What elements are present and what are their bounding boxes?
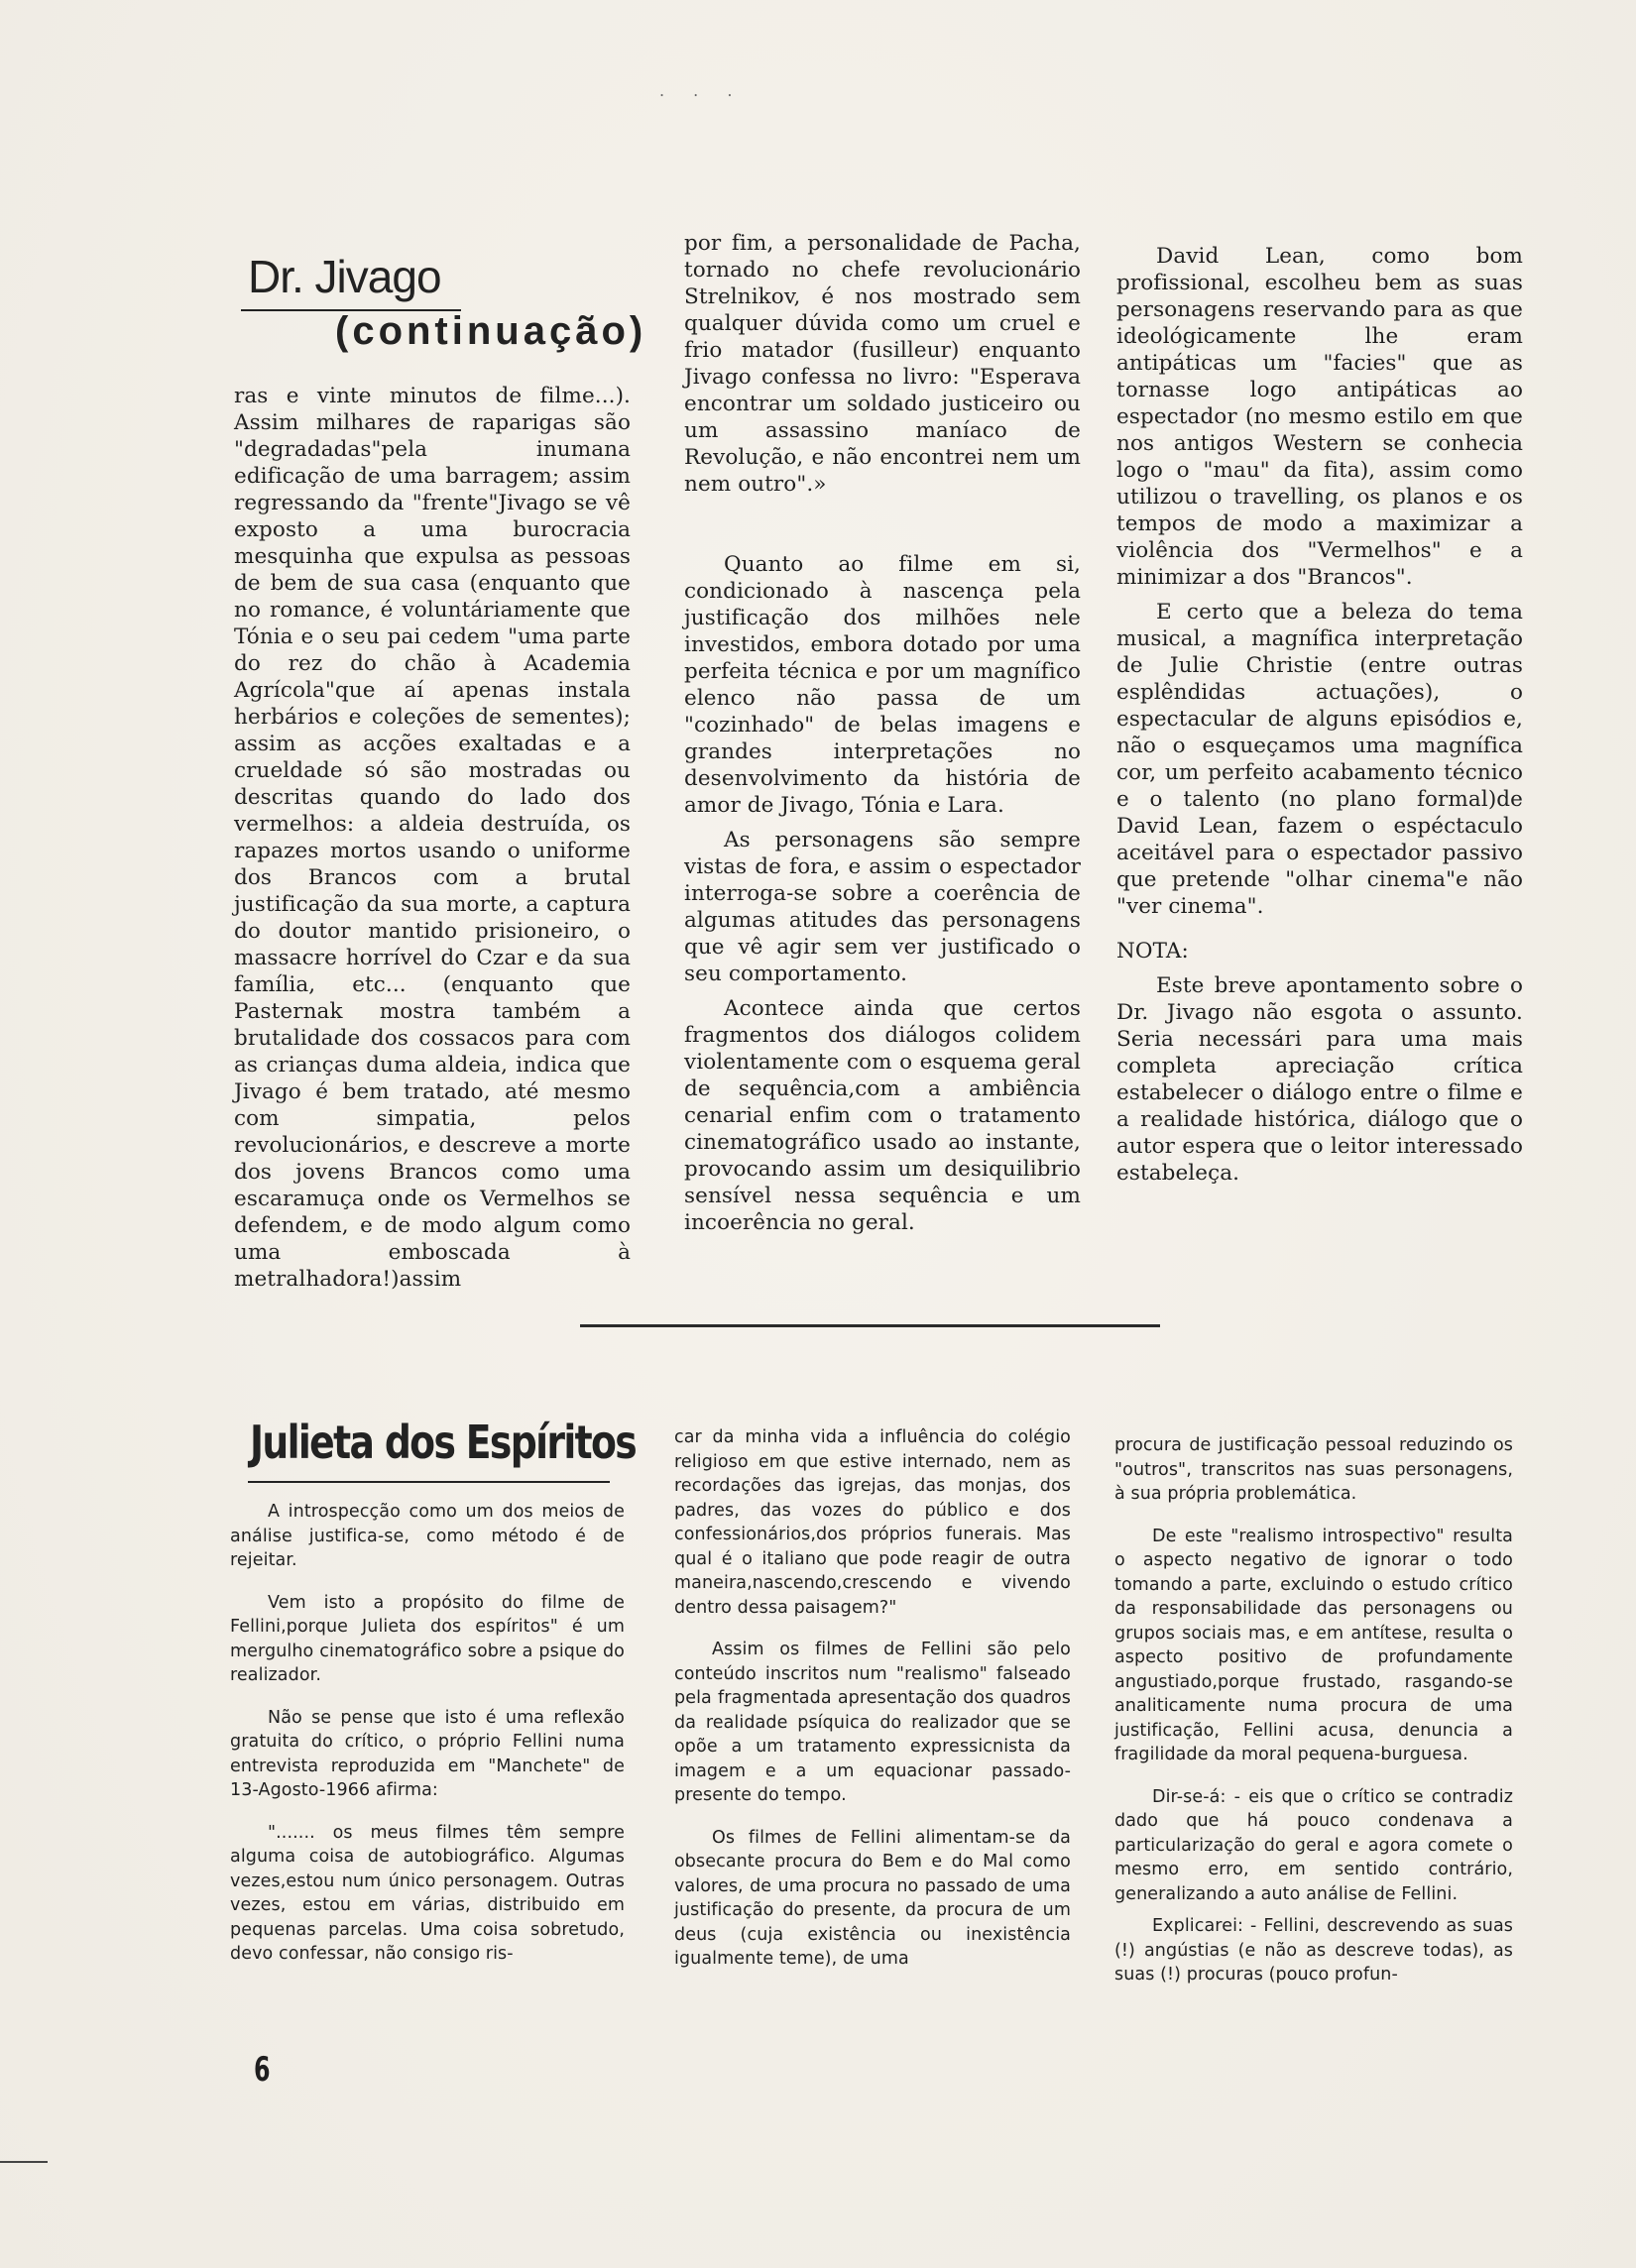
title-underline — [248, 1481, 610, 1483]
paragraph: Quanto ao filme em si, condicionado à nascença pela justificação dos milhões nele investidos, embora dotado por uma perfeita técnica e por um magnífico elenco não passa de um "cozinhado" de belas imagens e grandes interpretações no desenvolvimento da história de amor de Jivago, Tónia e Lara. — [684, 552, 1081, 818]
paragraph: ras e vinte minutos de filme...). Assim milhares de raparigas são "degradadas"pela inumana edificação de uma barragem; assim regressando da "frente"Jivago se vê exposto a uma burocracia mesquinha que expulsa as pessoas de bem de sua casa (enquanto que no romance, é voluntáriamente que Tónia e o seu pai cedem "uma parte do rez do chão à Academia Agrícola"que aí apenas instala herbários e coleções de sementes); assim as acções exaltadas e a crueldade só são mostradas ou descritas quando do lado dos vermelhos: a aldeia destruída, os rapazes mortos usando o uniforme dos Brancos com a brutal justificação da sua morte, a captura do doutor mantido prisioneiro, o massacre horrível do Czar e da sua família, etc... (enquanto que Pasternak mostra também a brutalidade dos cossacos para com as crianças duma aldeia, indica que Jivago é bem tratado, até mesmo com simpatia, pelos revolucionários, e descreve a morte dos jovens Brancos como uma escaramuça onde os Vermelhos se defendem, e de modo algum como uma emboscada à metralhadora!)assim — [234, 384, 631, 1292]
article1-column-2 — [684, 230, 1081, 1236]
paragraph: Assim os filmes de Fellini são pelo conteúdo inscritos num "realismo" falseado pela fragmentada apresentação dos quadros da realidade psíquica do realizador que se opõe a um tratamento expressicnista da imagem e a um equacionar passado-presente do tempo. — [674, 1640, 1071, 1805]
article2-column-2 — [674, 1425, 1071, 1972]
section-divider — [580, 1324, 1160, 1327]
article-title-julieta: Julieta dos Espíritos — [250, 1416, 637, 1469]
page-number: 6 — [254, 2050, 271, 2090]
paragraph: "....... os meus filmes têm sempre alguma coisa de autobiográfico. Algumas vezes,estou num único personagem. Outras vezes, estou em várias, distribuido em pequenas parcelas. Uma coisa sobretudo, devo confessar, não consigo ris- — [230, 1822, 625, 1964]
paragraph: A introspecção como um dos meios de análise justifica-se, como método é de rejeitar. — [230, 1502, 625, 1570]
paragraph: De este "realismo introspectivo" resulta o aspecto negativo de ignorar o todo tomando a parte, excluindo o estudo crítico da responsabilidade das personagens ou grupos sociais mas, e em antítese, resulta o aspecto positivo de profundamente angustiado,porque frustado, rasgando-se analiticamente numa procura de uma justificação, Fellini acusa, denuncia a fragilidade da moral pequena-burguesa. — [1114, 1526, 1513, 1764]
article1-column-1 — [234, 383, 631, 1293]
paragraph: por fim, a personalidade de Pacha, tornado no chefe revolucionário Strelnikov, é nos mostrado sem qualquer dúvida como um cruel e frio matador (fusilleur) enquanto Jivago confessa no livro: "Esperava encontrar um soldado justiceiro ou um assassino maníaco de Revolução, e não encontrei nem um nem outro".» — [684, 231, 1081, 497]
paragraph: E certo que a beleza do tema musical, a magnífica interpretação de Julie Christie (entre outras esplêndidas actuações), o espectacular de alguns episódios e, não o esqueçamos uma magnífica cor, um perfeito acabamento técnico e o talento (no plano formal)de David Lean, fazem o espéctaculo aceitável para o espectador passivo que pretende "olhar cinema"e não "ver cinema". — [1116, 600, 1523, 919]
paragraph: Acontece ainda que certos fragmentos dos diálogos colidem violentamente com o esquema geral de sequência,com a ambiência cenarial enfim com o tratamento cinematográfico usado ao instante, provocando assim um desiquilibrio sensível nessa sequência e um incoerência no geral. — [684, 996, 1081, 1235]
top-dots: . . . — [659, 81, 745, 100]
paragraph: Dir-se-á: - eis que o crítico se contradiz dado que há pouco condenava a particularização do geral e agora comete o mesmo erro, em sentido contrário, generalizando a auto análise de Fellini. — [1114, 1786, 1513, 1904]
article-subtitle: (continuação) — [335, 309, 647, 353]
article2-column-3 — [1114, 1433, 1513, 1987]
article-title-dr-jivago: Dr. Jivago — [248, 251, 441, 302]
paragraph: As personagens são sempre vistas de fora, e assim o espectador interroga-se sobre a coerência de algumas atitudes das personagens que vê agir sem ver justificado o seu comportamento. — [684, 828, 1081, 986]
edge-mark — [0, 2161, 48, 2163]
paragraph: car da minha vida a influência do colégio religioso em que estive internado, nem as recordações das igrejas, das monjas, dos padres, das vozes do público e dos confessionários,dos próprios funerais. Mas qual é o italiano que pode reagir de outra maneira,nascendo,crescendo e vivendo dentro dessa paisagem?" — [674, 1427, 1071, 1618]
paragraph: Este breve apontamento sobre o Dr. Jivago não esgota o assunto. Seria necessári para uma mais completa apreciação crítica estabelecer o diálogo entre o filme e a realidade histórica, diálogo que o autor espera que o leitor interessado estabeleça. — [1116, 973, 1523, 1186]
paragraph: David Lean, como bom profissional, escolheu bem as suas personagens reservando para as que ideológicamente lhe eram antipáticas um "facies" que as tornasse logo antipáticas ao espectador (no mesmo estilo em que nos antigos Western se conhecia logo o "mau" da fita), assim como utilizou o travelling, os planos e os tempos de modo a maximizar a violência dos "Vermelhos" e a minimizar a dos "Brancos". — [1116, 244, 1523, 590]
paragraph: Vem isto a propósito do filme de Fellini,porque Julieta dos espíritos" é um mergulho cinematográfico sobre a psique do realizador. — [230, 1592, 625, 1685]
paragraph: procura de justificação pessoal reduzindo os "outros", transcritos nas suas personagens, à sua própria problemática. — [1114, 1435, 1513, 1504]
paragraph: Não se pense que isto é uma reflexão gratuita do crítico, o próprio Fellini numa entrevista reproduzida em "Manchete" de 13-Agosto-1966 afirma: — [230, 1707, 625, 1800]
paragraph: Os filmes de Fellini alimentam-se da obsecante procura do Bem e do Mal como valores, de uma procura no passado de uma justificação do presente, da procura de um deus (cuja existência ou inexistência igualmente teme), de uma — [674, 1827, 1071, 1969]
paragraph: Explicarei: - Fellini, descrevendo as suas (!) angústias (e não as descreve todas), as suas (!) procuras (pouco profun- — [1114, 1916, 1513, 1984]
nota-heading: NOTA: — [1116, 939, 1189, 964]
article1-column-3 — [1116, 243, 1523, 1187]
article2-column-1 — [230, 1500, 625, 1967]
